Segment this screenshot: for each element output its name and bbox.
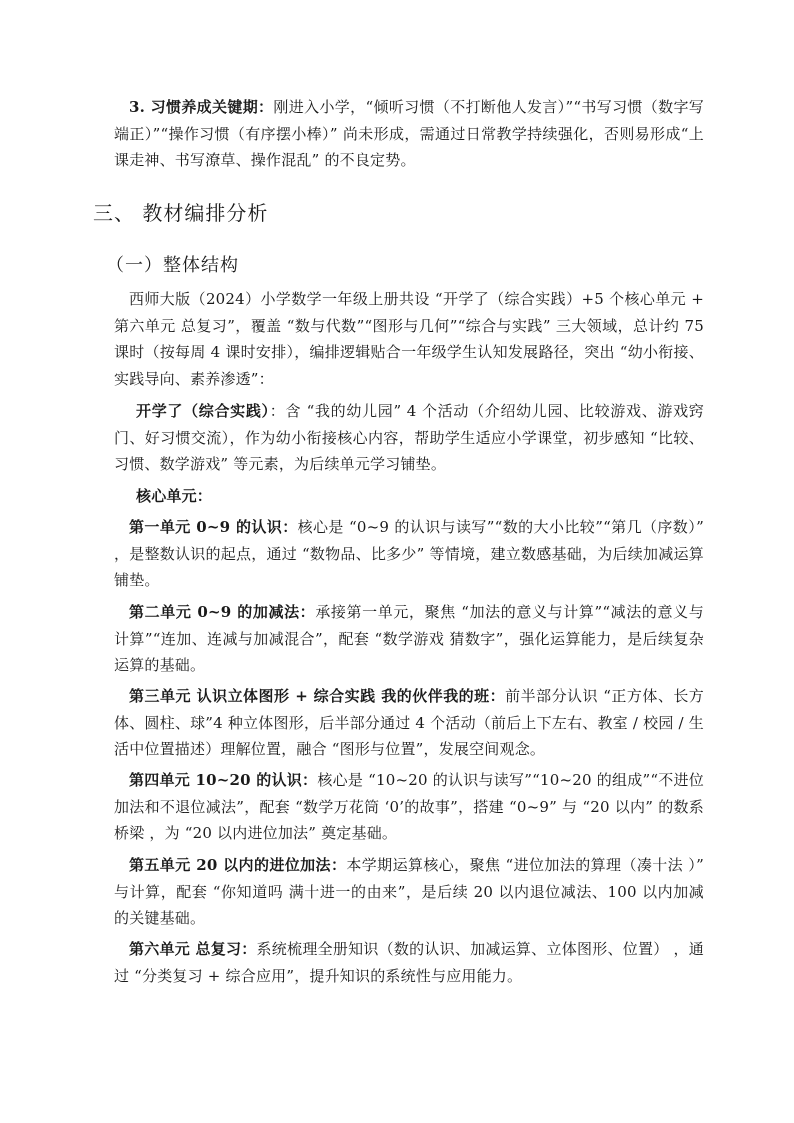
kaixue-title: 开学了（综合实践） [136, 402, 270, 420]
unit-text: 本学期运算核心，聚焦 “进位加法的算理（凑十法 ）” 与计算，配套 “你知道吗 满十进一的由来”，是后续 20 以内退位减法、100 以内加减的关键基础。 [114, 856, 704, 927]
intro-paragraph: 西师大版（2024）小学数学一年级上册共设 “开学了（综合实践）+5 个核心单元 + 第六单元 总复习”，覆盖 “数与代数”“图形与几何”“综合与实践” 三大领域，总计约 75 课时（按每周 4 课时安排），编排逻辑贴合一年级学生认知发展路径，突出 “幼小衔接、实践导向、素养渗透”： [114, 290, 704, 388]
unit-text: 前半部分认识 “正方体、长方体、圆柱、球”4 种立体图形，后半部分通过 4 个活动（前后上下左右、教室 / 校园 / 生活中位置描述）理解位置，融合 “图形与位置”，发展空间观念。 [114, 687, 704, 758]
unit-paragraph [114, 852, 704, 932]
habit-paragraph [114, 94, 704, 174]
unit-title: 第四单元 10~20 的认识： [129, 771, 318, 789]
unit-title: 第二单元 0~9 的加减法： [129, 603, 316, 621]
unit-paragraph [114, 936, 704, 989]
unit-title: 第三单元 认识立体图形 + 综合实践 我的伙伴我的班： [129, 687, 506, 705]
unit-text: 承接第一单元，聚焦 “加法的意义与计算”“减法的意义与计算”“连加、连减与加减混合”，配套 “数学游戏 猜数字”，强化运算能力，是后续复杂运算的基础。 [114, 603, 704, 674]
subsection-heading: （一）整体结构 [106, 255, 239, 276]
unit-paragraph [114, 767, 704, 847]
unit-title: 第六单元 总复习： [129, 940, 257, 958]
unit-title: 第五单元 20 以内的进位加法： [129, 856, 347, 874]
habit-text: 刚进入小学，“倾听习惯（不打断他人发言）”“书写习惯（数字写端正）”“操作习惯（有序摆小棒）” 尚未形成，需通过日常教学持续强化，否则易形成“上课走神、书写潦草、操作混乱” 的不良定势。 [114, 98, 704, 169]
unit-paragraph [114, 683, 704, 763]
unit-paragraph [114, 514, 704, 594]
kaixue-paragraph [114, 398, 704, 478]
core-units-label: 核心单元： [136, 487, 213, 505]
section-heading: 三、 教材编排分析 [93, 201, 269, 225]
unit-text: 核心是 “10~20 的认识与读写”“10~20 的组成”“不进位加法和不退位减法”，配套 “数学万花筒 ‘0’的故事”，搭建 “0~9” 与 “20 以内” 的数系桥梁 ，为 “20 以内进位加法” 奠定基础。 [114, 771, 705, 842]
unit-text: 核心是 “0~9 的认识与读写”“数的大小比较”“第几（序数）” ，是整数认识的起点，通过 “数物品、比多少” 等情境，建立数感基础，为后续加减运算铺垫。 [114, 518, 704, 589]
unit-paragraph [114, 599, 704, 679]
kaixue-text: ：含 “我的幼儿园” 4 个活动（介绍幼儿园、比较游戏、游戏窍门、好习惯交流），作为幼小衔接核心内容，帮助学生适应小学课堂，初步感知 “比较、习惯、数学游戏” 等元素，为后续单元学习铺垫。 [114, 402, 704, 473]
unit-title: 第一单元 0~9 的认识： [129, 518, 298, 536]
unit-text: 系统梳理全册知识（数的认识、加减运算、立体图形、位置） ，通过 “分类复习 + 综合应用”，提升知识的系统性与应用能力。 [114, 940, 704, 985]
habit-title: 3. 习惯养成关键期： [129, 98, 274, 116]
